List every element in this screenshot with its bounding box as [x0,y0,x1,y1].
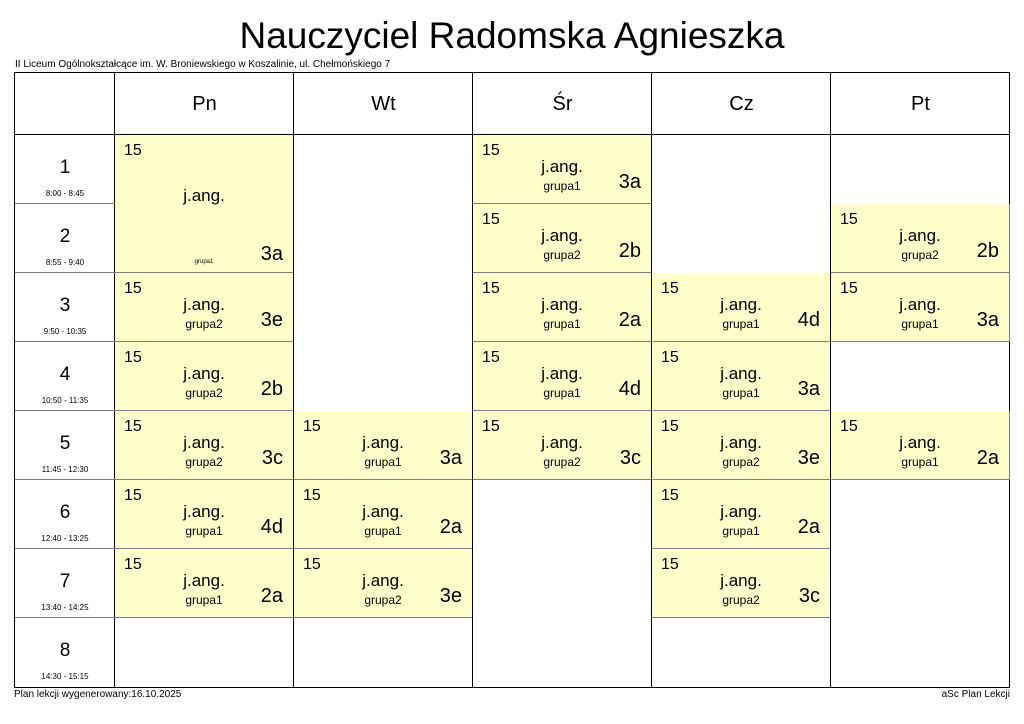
lesson-subject: j.ang. [362,433,404,452]
day-header: Pn [192,93,217,115]
lesson-card[interactable] [831,273,1010,342]
software-credit: aSc Plan Lekcji [941,689,1010,700]
lesson-class: 2b [976,240,999,262]
row-divider [15,341,115,342]
day-header: Cz [729,93,754,115]
grid-line [830,73,831,687]
lesson-group: grupa1 [194,259,214,265]
lesson-card[interactable] [473,342,652,411]
lesson-card[interactable] [294,480,473,549]
period-time: 11:45 - 12:30 [41,465,89,474]
lesson-room: 15 [661,556,679,573]
lesson-class: 3a [797,378,820,400]
lesson-group: grupa1 [722,524,760,538]
period-label [15,342,115,411]
lesson-room: 15 [661,349,679,366]
lesson-group: grupa1 [543,317,581,331]
period-label [15,411,115,480]
lesson-group: grupa1 [543,386,581,400]
lesson-class: 2a [618,309,641,331]
period-time: 8:00 - 8:45 [45,189,85,198]
period-time: 10:50 - 11:35 [41,396,89,405]
lesson-subject: j.ang. [541,226,583,245]
lesson-card[interactable] [831,411,1010,480]
lesson-group: grupa2 [364,593,402,607]
lesson-subject: j.ang. [720,571,762,590]
lesson-class: 4d [618,378,641,400]
lesson-room: 15 [482,211,500,228]
day-header: Pt [911,93,930,115]
lesson-subject: j.ang. [720,295,762,314]
lesson-group: grupa2 [185,317,223,331]
generated-date: Plan lekcji wygenerowany:16.10.2025 [14,689,182,700]
lesson-group: grupa2 [901,248,939,262]
lesson-room: 15 [124,349,142,366]
period-time: 8:55 - 9:40 [45,258,85,267]
period-time: 12:40 - 13:25 [41,534,89,543]
lesson-subject: j.ang. [362,571,404,590]
lesson-card[interactable] [652,549,831,618]
school-name: II Liceum Ogólnokształcące im. W. Broniewskiego w Koszalinie, ul. Chełmońskiego 7 [15,59,391,70]
lesson-class: 3a [260,243,283,265]
lesson-subject: j.ang. [183,364,225,383]
lesson-class: 3c [619,447,641,469]
lesson-room: 15 [482,349,500,366]
lesson-group: grupa1 [185,524,223,538]
lesson-subject: j.ang. [541,295,583,314]
lesson-room: 15 [124,418,142,435]
lesson-class: 3a [439,447,462,469]
lesson-card[interactable] [831,204,1010,273]
lesson-subject: j.ang. [541,157,583,176]
lesson-group: grupa1 [901,317,939,331]
lesson-card[interactable] [115,273,294,342]
lesson-group: grupa1 [185,593,223,607]
lesson-class: 4d [797,309,820,331]
row-divider [15,203,115,204]
lesson-subject: j.ang. [183,502,225,521]
period-number: 5 [59,433,71,454]
row-divider [15,272,115,273]
grid-line [293,73,294,687]
lesson-room: 15 [661,487,679,504]
lesson-room: 15 [661,280,679,297]
row-divider [15,479,115,480]
period-number: 6 [59,502,71,523]
lesson-group: grupa1 [364,524,402,538]
lesson-card[interactable] [294,549,473,618]
lesson-group: grupa1 [722,317,760,331]
lesson-room: 15 [840,418,858,435]
period-number: 4 [59,364,71,385]
period-label [15,549,115,618]
lesson-class: 2a [976,447,999,469]
period-number: 1 [59,157,71,178]
lesson-subject: j.ang. [720,433,762,452]
lesson-card[interactable] [115,480,294,549]
period-time: 9:50 - 10:35 [43,327,87,336]
lesson-room: 15 [124,487,142,504]
lesson-subject: j.ang. [183,433,225,452]
lesson-subject: j.ang. [899,433,941,452]
lesson-subject: j.ang. [899,295,941,314]
lesson-room: 15 [303,556,321,573]
lesson-subject: j.ang. [183,571,225,590]
lesson-card[interactable] [115,342,294,411]
lesson-group: grupa2 [543,248,581,262]
lesson-room: 15 [124,556,142,573]
lesson-group: grupa1 [364,455,402,469]
grid-line [114,73,115,687]
lesson-room: 15 [482,418,500,435]
lesson-group: grupa1 [901,455,939,469]
period-label [15,618,115,687]
lesson-subject: j.ang. [183,295,225,314]
lesson-room: 15 [482,142,500,159]
lesson-class: 2b [618,240,641,262]
lesson-card[interactable] [652,411,831,480]
timetable-grid [14,72,1010,688]
lesson-class: 3c [261,447,283,469]
day-header: Śr [552,93,573,115]
period-label [15,135,115,204]
lesson-room: 15 [840,280,858,297]
page-title: Nauczyciel Radomska Agnieszka [239,15,785,56]
lesson-subject: j.ang. [541,433,583,452]
period-label [15,204,115,273]
lesson-subject: j.ang. [899,226,941,245]
row-divider [15,548,115,549]
lesson-room: 15 [482,280,500,297]
lesson-card[interactable] [473,411,652,480]
lesson-group: grupa2 [185,455,223,469]
row-divider [15,410,115,411]
lesson-subject: j.ang. [720,364,762,383]
lesson-subject: j.ang. [541,364,583,383]
lesson-room: 15 [303,487,321,504]
header-divider [15,134,1009,135]
lesson-card[interactable] [473,204,652,273]
period-number: 3 [59,295,71,316]
lesson-subject: j.ang. [720,502,762,521]
lesson-class: 4d [260,516,283,538]
lesson-room: 15 [840,211,858,228]
lesson-group: grupa2 [185,386,223,400]
lesson-class: 3c [798,585,820,607]
lesson-room: 15 [303,418,321,435]
grid-line [651,73,652,687]
lesson-card[interactable] [652,480,831,549]
grid-line [472,73,473,687]
lesson-room: 15 [124,142,142,159]
lesson-subject: j.ang. [183,186,225,205]
row-divider [15,617,115,618]
lesson-room: 15 [661,418,679,435]
lesson-group: grupa2 [722,593,760,607]
lesson-class: 3e [439,585,462,607]
lesson-class: 2a [439,516,462,538]
lesson-card[interactable] [115,411,294,480]
lesson-class: 2a [260,585,283,607]
lesson-group: grupa2 [543,455,581,469]
period-time: 14:30 - 15:15 [41,672,89,681]
lesson-card[interactable] [652,273,831,342]
lesson-card[interactable] [473,273,652,342]
lesson-card[interactable] [115,549,294,618]
period-number: 7 [59,571,71,592]
lesson-class: 3e [797,447,820,469]
lesson-class: 3a [976,309,999,331]
lesson-group: grupa1 [543,179,581,193]
lesson-class: 3a [618,171,641,193]
lesson-card[interactable] [115,135,294,273]
lesson-card[interactable] [652,342,831,411]
lesson-group: grupa2 [722,455,760,469]
day-header: Wt [371,93,396,115]
lesson-card[interactable] [473,135,652,204]
lesson-class: 3e [260,309,283,331]
lesson-subject: j.ang. [362,502,404,521]
lesson-class: 2b [260,378,283,400]
lesson-class: 2a [797,516,820,538]
period-number: 8 [59,640,71,661]
period-label [15,480,115,549]
lesson-group: grupa1 [722,386,760,400]
period-number: 2 [59,226,71,247]
period-label [15,273,115,342]
lesson-room: 15 [124,280,142,297]
lesson-card[interactable] [294,411,473,480]
period-time: 13:40 - 14:25 [41,603,89,612]
